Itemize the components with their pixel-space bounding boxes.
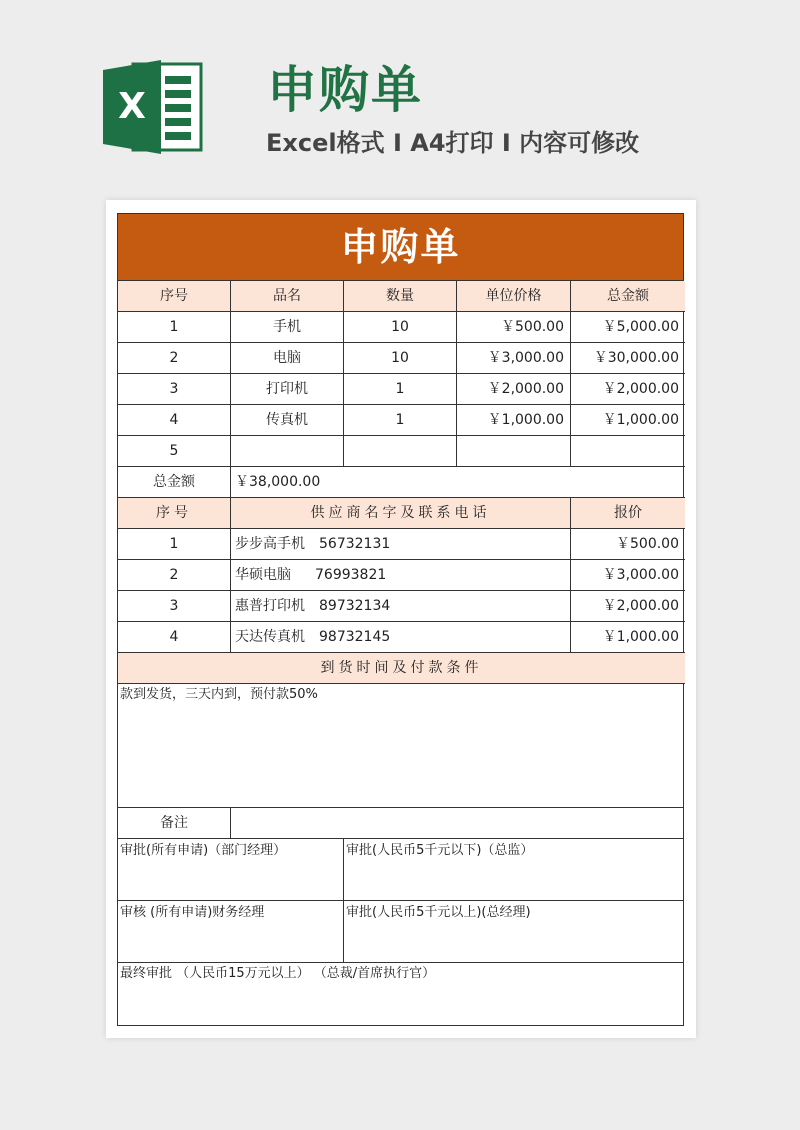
item-unit-price[interactable] [457,436,571,467]
column-header: 总金额 [571,281,685,312]
item-name[interactable]: 传真机 [231,405,344,436]
supplier-phone: 98732145 [319,629,391,645]
supplier-quote[interactable]: ￥2,000.00 [571,591,685,622]
grand-total-label: 总金额 [118,467,231,498]
column-header: 数量 [344,281,457,312]
approval-general-manager[interactable]: 审批(人民币5千元以上)(总经理) [344,901,684,963]
supplier-quote[interactable]: ￥500.00 [571,529,685,560]
purchase-request-form [117,213,684,1026]
item-total[interactable]: ￥1,000.00 [571,405,685,436]
approvals-grid [118,839,683,963]
item-qty[interactable] [344,436,457,467]
approval-final[interactable]: 最终审批 （人民币15万元以上） （总裁/首席执行官） [120,966,436,981]
item-no[interactable]: 4 [118,405,231,436]
supplier-name: 天达传真机 [235,629,305,645]
item-total[interactable]: ￥2,000.00 [571,374,685,405]
supplier-info[interactable] [231,622,571,653]
item-total[interactable] [571,436,685,467]
item-no[interactable]: 1 [118,312,231,343]
approval-director[interactable]: 审批(人民币5千元以下)（总监） [344,839,684,901]
supplier-phone: 76993821 [315,567,387,583]
column-header: 单位价格 [457,281,571,312]
page-title: 申购单 [267,61,423,119]
item-name[interactable]: 手机 [231,312,344,343]
supplier-info[interactable] [231,560,571,591]
supplier-name: 惠普打印机 [235,598,305,614]
items-table [118,281,683,684]
supplier-no-header: 序号 [118,498,231,529]
supplier-quote[interactable]: ￥3,000.00 [571,560,685,591]
item-no[interactable]: 3 [118,374,231,405]
item-name[interactable] [231,436,344,467]
item-total[interactable]: ￥30,000.00 [571,343,685,374]
supplier-phone: 56732131 [319,536,391,552]
item-unit-price[interactable]: ￥500.00 [457,312,571,343]
terms-text[interactable]: 款到发货，三天内到，预付款50% [118,684,683,808]
supplier-info[interactable] [231,529,571,560]
item-no[interactable]: 2 [118,343,231,374]
supplier-info[interactable] [231,591,571,622]
approval-finance-manager[interactable]: 审核 (所有申请)财务经理 [118,901,344,963]
column-header: 序号 [118,281,231,312]
notes-value[interactable] [231,808,684,839]
item-name[interactable]: 打印机 [231,374,344,405]
item-qty[interactable]: 10 [344,343,457,374]
item-unit-price[interactable]: ￥1,000.00 [457,405,571,436]
supplier-quote[interactable]: ￥1,000.00 [571,622,685,653]
grand-total-value[interactable]: ￥38,000.00 [231,467,685,498]
item-unit-price[interactable]: ￥3,000.00 [457,343,571,374]
item-qty[interactable]: 1 [344,405,457,436]
supplier-no[interactable]: 2 [118,560,231,591]
supplier-no[interactable]: 4 [118,622,231,653]
supplier-header: 供应商名字及联系电话 [231,498,571,529]
item-qty[interactable]: 1 [344,374,457,405]
item-unit-price[interactable]: ￥2,000.00 [457,374,571,405]
notes-label: 备注 [118,808,231,839]
approval-dept-manager[interactable]: 审批(所有申请)（部门经理） [118,839,344,901]
form-banner-title: 申购单 [118,214,683,281]
page-subtitle: Excel格式 I A4打印 I 内容可修改 [266,129,640,157]
item-qty[interactable]: 10 [344,312,457,343]
notes-row [118,808,683,839]
supplier-name: 华硕电脑 [235,567,291,583]
item-total[interactable]: ￥5,000.00 [571,312,685,343]
supplier-name: 步步高手机 [235,536,305,552]
item-name[interactable]: 电脑 [231,343,344,374]
excel-logo-icon [103,60,203,154]
supplier-phone: 89732134 [319,598,391,614]
supplier-no[interactable]: 3 [118,591,231,622]
terms-header: 到货时间及付款条件 [118,653,685,684]
quote-header: 报价 [571,498,685,529]
logo-letter: X [118,86,146,127]
supplier-no[interactable]: 1 [118,529,231,560]
item-no[interactable]: 5 [118,436,231,467]
column-header: 品名 [231,281,344,312]
